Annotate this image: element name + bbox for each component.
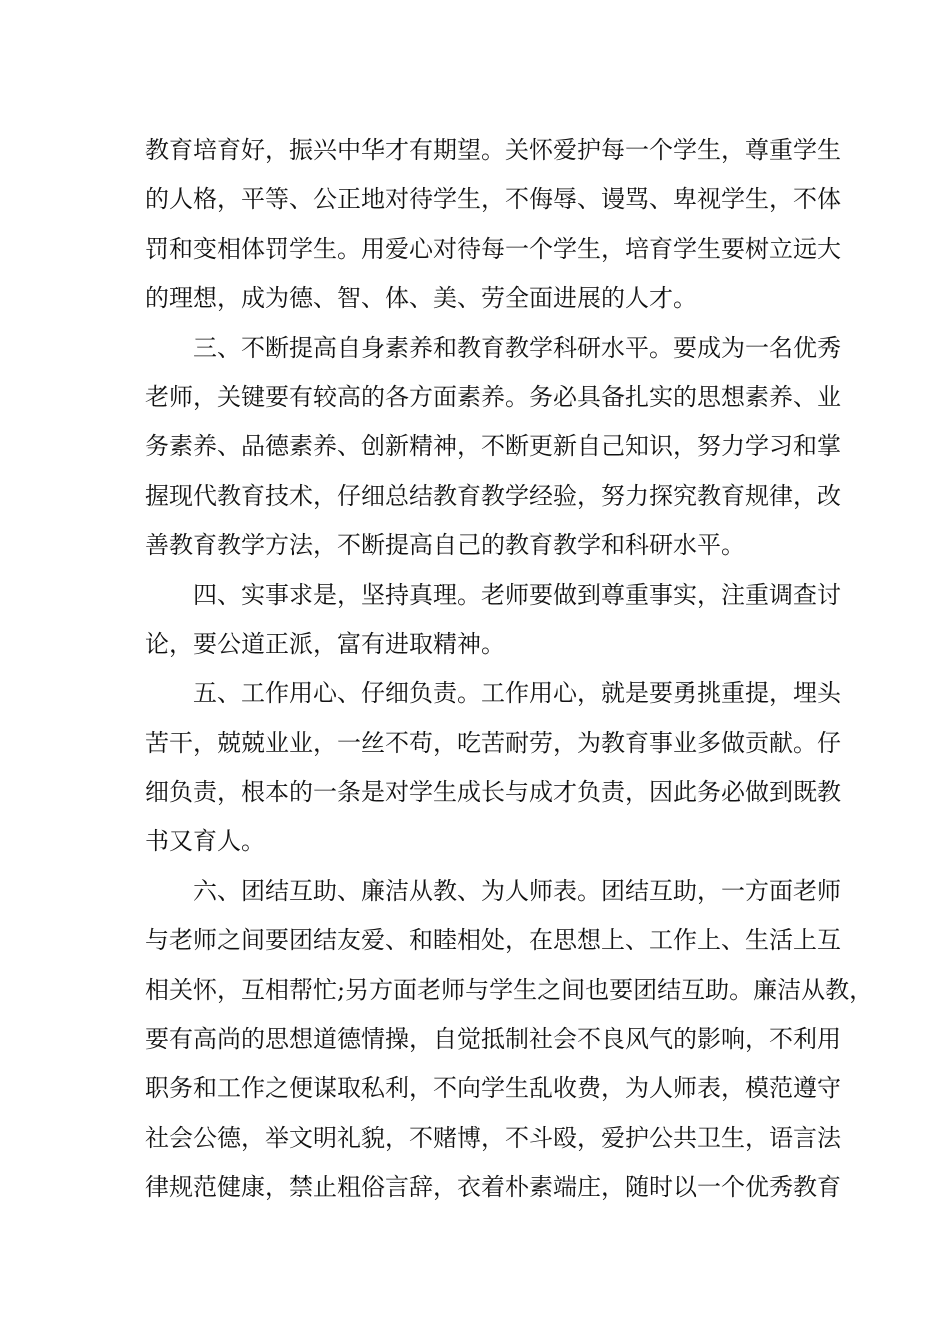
text-line: 五、工作用心、仔细负责。工作用心，就是要勇挑重提，埋头 xyxy=(145,679,841,708)
text-line: 职务和工作之便谋取私利，不向学生乱收费，为人师表，模范遵守 xyxy=(145,1074,841,1103)
text-line: 三、不断提高自身素养和教育教学科研水平。要成为一名优秀 xyxy=(145,333,841,362)
text-line: 相关怀，互相帮忙;另方面老师与学生之间也要团结互助。廉洁从教， xyxy=(145,975,874,1004)
text-line: 罚和变相体罚学生。用爱心对待每一个学生，培育学生要树立远大 xyxy=(145,234,841,263)
text-line: 与老师之间要团结友爱、和睦相处，在思想上、工作上、生活上互 xyxy=(145,926,841,955)
text-line: 教育培育好，振兴中华才有期望。关怀爱护每一个学生，尊重学生 xyxy=(145,136,841,164)
text-line: 务素养、品德素养、创新精神，不断更新自己知识，努力学习和掌 xyxy=(145,432,841,461)
text-line: 苦干，兢兢业业，一丝不苟，吃苦耐劳，为教育事业多做贡献。仔 xyxy=(145,728,841,757)
text-line: 律规范健康，禁止粗俗言辞，衣着朴素端庄，随时以一个优秀教育 xyxy=(145,1173,841,1202)
text-line: 要有高尚的思想道德情操，自觉抵制社会不良风气的影响，不利用 xyxy=(145,1025,841,1054)
text-line: 老师，关键要有较高的各方面素养。务必具备扎实的思想素养、业 xyxy=(145,382,841,411)
text-line: 的人格，平等、公正地对待学生，不侮辱、谩骂、卑视学生，不体 xyxy=(145,185,841,214)
text-line: 四、实事求是，坚持真理。老师要做到尊重事实，注重调查讨 xyxy=(145,580,841,609)
text-line: 论，要公道正派，富有进取精神。 xyxy=(145,629,505,658)
text-line: 书又育人。 xyxy=(145,827,265,856)
text-line: 六、团结互助、廉洁从教、为人师表。团结互助，一方面老师 xyxy=(145,876,841,905)
text-line: 细负责，根本的一条是对学生成长与成才负责，因此务必做到既教 xyxy=(145,778,841,807)
text-line: 善教育教学方法，不断提高自己的教育教学和科研水平。 xyxy=(145,531,745,560)
text-line: 社会公德，举文明礼貌，不赌博，不斗殴，爱护公共卫生，语言法 xyxy=(145,1123,841,1152)
document-body xyxy=(145,126,874,1213)
text-line: 握现代教育技术，仔细总结教育教学经验，努力探究教育规律，改 xyxy=(145,481,841,510)
text-line: 的理想，成为德、智、体、美、劳全面进展的人才。 xyxy=(145,284,697,313)
